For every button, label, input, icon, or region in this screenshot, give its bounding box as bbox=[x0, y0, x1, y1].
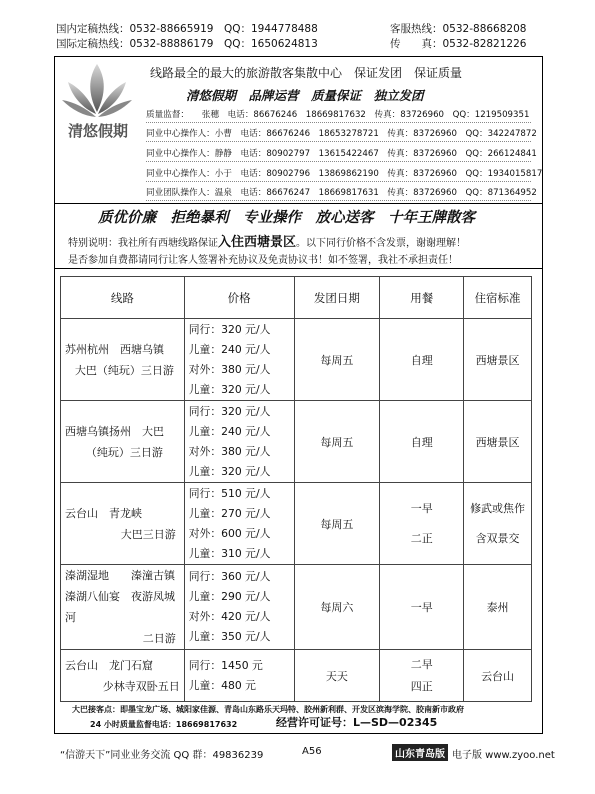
price-line: 同行：510 元/人 bbox=[188, 486, 271, 500]
contact-row: 同业中心操作人：小曹 电话：86676246 18653278721 传真：83726960 QQ：342247872 bbox=[146, 127, 531, 142]
website-link[interactable]: 电子版 www.zyoo.net bbox=[452, 750, 555, 761]
quality-slogan: 质优价廉 拒绝暴利 专业操作 放心送客 十年王牌散客 bbox=[98, 210, 475, 226]
route-line: 云台山 青龙峡 bbox=[65, 506, 142, 520]
route-line: 苏州杭州 西塘乌镇 bbox=[65, 342, 164, 356]
service-hotline: 客服热线：0532-88668208 bbox=[390, 23, 527, 35]
hotel-cell: 云台山 bbox=[464, 650, 532, 702]
meal-cell: 自理 bbox=[380, 319, 464, 401]
price-line: 同行：360 元/人 bbox=[188, 570, 271, 583]
slogan-line-2: 清悠假期 品牌运营 质量保证 独立发团 bbox=[186, 88, 424, 103]
header-price: 价格 bbox=[184, 277, 294, 319]
date-cell: 每周六 bbox=[294, 565, 380, 650]
price-line: 儿童：320 元/人 bbox=[188, 382, 271, 396]
route-cell bbox=[61, 401, 185, 483]
price-line: 儿童：480 元 bbox=[188, 678, 256, 692]
meal-cell: 一早 bbox=[380, 565, 464, 650]
meal-cell bbox=[380, 483, 464, 565]
price-line: 对外：380 元/人 bbox=[188, 444, 271, 458]
meal-cell bbox=[380, 650, 464, 702]
price-line: 儿童：350 元/人 bbox=[188, 630, 271, 643]
route-line: 大巴三日游 bbox=[120, 527, 176, 541]
route-cell bbox=[61, 650, 185, 702]
slogan-line-1: 线路最全的最大的旅游散客集散中心 保证发团 保证质量 bbox=[150, 66, 463, 80]
price-line: 同行：320 元/人 bbox=[188, 322, 271, 336]
disclaimer-note: 是否参加自费都请同行让客人签署补充协议及免责协议书！如不签署，我社不承担责任！ bbox=[68, 255, 458, 266]
divider bbox=[54, 203, 543, 204]
contact-row: 同业中心操作人：静静 电话：80902797 13615422467 传真：83726960 QQ：266124841 bbox=[146, 147, 531, 162]
route-line: （纯玩）三日游 bbox=[85, 445, 163, 459]
price-line: 对外：380 元/人 bbox=[188, 362, 271, 376]
special-note-emphasis: 入住西塘景区 bbox=[218, 235, 297, 250]
table-row bbox=[61, 565, 532, 650]
hotel-cell: 西塘景区 bbox=[464, 319, 532, 401]
price-line: 儿童：320 元/人 bbox=[188, 464, 271, 478]
meal-line: 二正 bbox=[410, 531, 433, 545]
business-license: 经营许可证号：L—SD—02345 bbox=[276, 716, 438, 729]
table-header-row bbox=[61, 277, 532, 319]
price-line: 对外：600 元/人 bbox=[188, 526, 271, 540]
meal-line: 四正 bbox=[410, 679, 433, 693]
special-note-suffix: 。以下同行价格不含发票，谢谢理解！ bbox=[296, 238, 467, 249]
route-line: 西塘乌镇扬州 大巴 bbox=[65, 424, 164, 438]
route-cell bbox=[61, 483, 185, 565]
price-line: 对外：420 元/人 bbox=[188, 610, 271, 623]
hotel-line: 修武或焦作 bbox=[470, 501, 526, 515]
header-date: 发团日期 bbox=[294, 277, 380, 319]
price-line: 同行：1450 元 bbox=[188, 658, 263, 672]
route-line: 云台山 龙门石窟 bbox=[65, 658, 153, 672]
price-line: 儿童：240 元/人 bbox=[188, 342, 271, 356]
logo-text: 清悠假期 bbox=[67, 122, 128, 140]
meal-line: 二早 bbox=[410, 657, 433, 671]
quality-hotline: 24 小时质量监督电话：18669817632 bbox=[90, 720, 238, 729]
paper-edition-badge: 山东青岛版 bbox=[392, 744, 448, 761]
date-cell: 每周五 bbox=[294, 483, 380, 565]
route-line: 溱湖八仙宴 夜游凤城河 bbox=[65, 590, 175, 624]
price-cell bbox=[184, 565, 294, 650]
table-row bbox=[61, 650, 532, 702]
price-cell bbox=[184, 483, 294, 565]
contact-row: 质量监督： 张穗 电话：86676246 18669817632 传真：83726960 QQ：1219509351 bbox=[146, 108, 531, 123]
table-row bbox=[61, 401, 532, 483]
hotel-cell bbox=[464, 483, 532, 565]
hotel-cell: 泰州 bbox=[464, 565, 532, 650]
price-line: 儿童：270 元/人 bbox=[188, 506, 271, 520]
price-cell bbox=[184, 319, 294, 401]
header-route: 线路 bbox=[61, 277, 185, 319]
header-meal: 用餐 bbox=[380, 277, 464, 319]
price-line: 儿童：240 元/人 bbox=[188, 424, 271, 438]
hotel-cell: 西塘景区 bbox=[464, 401, 532, 483]
date-cell: 每周五 bbox=[294, 319, 380, 401]
date-cell: 天天 bbox=[294, 650, 380, 702]
price-line: 同行：320 元/人 bbox=[188, 404, 271, 418]
meal-cell: 自理 bbox=[380, 401, 464, 483]
route-cell bbox=[61, 319, 185, 401]
qq-group-info: “信游天下”同业业务交流 QQ 群：49836239 bbox=[60, 750, 264, 761]
table-row bbox=[61, 319, 532, 401]
header-hotel: 住宿标准 bbox=[464, 277, 532, 319]
price-line: 儿童：290 元/人 bbox=[188, 590, 271, 603]
route-line: 二日游 bbox=[142, 632, 176, 645]
table-row bbox=[61, 483, 532, 565]
contact-row: 同业团队操作人：温泉 电话：86676247 18669817631 传真：83726960 QQ：871364952 bbox=[146, 186, 531, 201]
tour-price-table bbox=[60, 276, 532, 702]
divider bbox=[54, 268, 543, 269]
special-note bbox=[68, 231, 466, 250]
meal-line: 一早 bbox=[410, 501, 433, 515]
domestic-hotline: 国内定稿热线：0532-88665919 QQ：1944778488 bbox=[56, 23, 318, 35]
contact-row: 同业中心操作人：小于 电话：80902796 13869862190 传真：83726960 QQ：1934015817 bbox=[146, 167, 531, 182]
hotel-line: 含双景交 bbox=[475, 531, 520, 545]
price-cell bbox=[184, 401, 294, 483]
price-cell bbox=[184, 650, 294, 702]
international-hotline: 国际定稿热线：0532-88886179 QQ：1650624813 bbox=[56, 38, 318, 50]
special-note-prefix: 特别说明：我社所有西塘线路保证 bbox=[68, 238, 218, 249]
fax-number: 传 真：0532-82821226 bbox=[390, 38, 527, 50]
route-line: 溱湖湿地 溱潼古镇 bbox=[65, 569, 175, 582]
page-number: A56 bbox=[302, 746, 322, 757]
route-line: 大巴（纯玩）三日游 bbox=[74, 363, 174, 377]
pickup-points: 大巴接客点：即墨宝龙广场、城阳家佳源、青岛山东路乐天玛特、胶州新利群、开发区滨海学院、胶南新市政府 bbox=[72, 705, 464, 714]
date-cell: 每周五 bbox=[294, 401, 380, 483]
route-line: 少林寺双卧五日 bbox=[102, 679, 180, 693]
price-line: 儿童：310 元/人 bbox=[188, 546, 271, 560]
route-cell bbox=[61, 565, 185, 650]
